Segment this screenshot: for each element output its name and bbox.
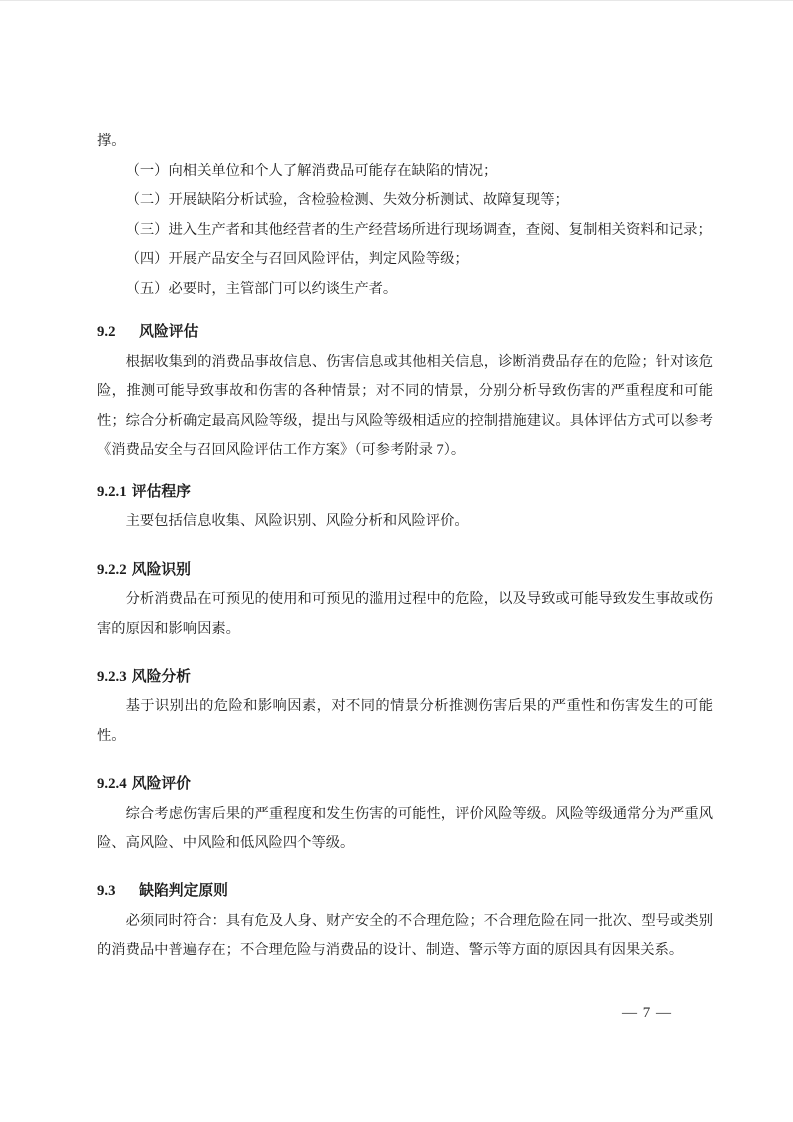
list-item-4: （四）开展产品安全与召回风险评估，判定风险等级； — [125, 251, 469, 267]
section-title: 风险评估 — [139, 324, 199, 340]
section-heading-9-2-3 — [97, 663, 713, 693]
section-body: 根据收集到的消费品事故信息、伤害信息或其他相关信息，诊断消费品存在的危险；针对该危险，推测可能导致事故和伤害的各种情景；对不同的情景，分别分析导致伤害的严重程度和可能性；综合分析确定最高风险等级，提出与风险等级相适应的控制措施建议。具体评估方式可以参考《消费品安全与召回风险评估工作方案》（可参考附录 7）。 — [97, 353, 713, 458]
section-number: 9.2.3 — [97, 668, 127, 685]
section-title: 缺陷判定原则 — [139, 883, 228, 899]
section-9-2-3 — [97, 663, 713, 752]
section-title: 风险分析 — [131, 668, 191, 685]
section-number: 9.2.1 — [97, 483, 127, 500]
section-body: 主要包括信息收集、风险识别、风险分析和风险评价。 — [125, 513, 469, 529]
section-heading-9-2 — [97, 318, 713, 348]
section-number: 9.3 — [97, 883, 116, 899]
section-title: 风险识别 — [131, 561, 191, 578]
section-9-3 — [97, 877, 713, 966]
section-title: 评估程序 — [131, 483, 191, 500]
section-number: 9.2 — [97, 324, 116, 340]
document-content — [97, 127, 713, 966]
page-number: — 7 — — [622, 1005, 672, 1021]
list-item-5: （五）必要时，主管部门可以约谈生产者。 — [125, 280, 398, 297]
section-number: 9.2.4 — [97, 776, 127, 792]
section-9-2-1 — [97, 478, 713, 537]
section-9-2-4 — [97, 770, 713, 859]
section-number: 9.2.2 — [97, 561, 127, 578]
section-9-2-2 — [97, 556, 713, 645]
section-body: 分析消费品在可预见的使用和可预见的滥用过程中的危险，以及导致或可能导致发生事故或伤害的原因和影响因素。 — [97, 591, 713, 637]
section-body: 基于识别出的危险和影响因素，对不同的情景分析推测伤害后果的严重性和伤害发生的可能性。 — [97, 698, 713, 744]
section-9-2 — [97, 318, 713, 466]
section-title: 风险评价 — [131, 776, 191, 792]
list-item-3: （三）进入生产者和其他经营者的生产经营场所进行现场调查，查阅、复制相关资料和记录； — [125, 221, 712, 238]
list-item-2: （二）开展缺陷分析试验，含检验检测、失效分析测试、故障复现等； — [125, 192, 569, 208]
paragraph-continuation: 撑。 — [97, 133, 126, 149]
section-heading-9-3 — [97, 877, 713, 907]
section-heading-9-2-2 — [97, 556, 713, 586]
section-heading-9-2-1 — [97, 478, 713, 508]
section-body: 综合考虑伤害后果的严重程度和发生伤害的可能性，评价风险等级。风险等级通常分为严重风险、高风险、中风险和低风险四个等级。 — [97, 805, 713, 851]
section-body: 必须同时符合：具有危及人身、财产安全的不合理危险；不合理危险在同一批次、型号或类别的消费品中普遍存在；不合理危险与消费品的设计、制造、警示等方面的原因具有因果关系。 — [97, 912, 713, 958]
list-item-1: （一）向相关单位和个人了解消费品可能存在缺陷的情况； — [125, 162, 498, 179]
section-heading-9-2-4 — [97, 770, 713, 800]
